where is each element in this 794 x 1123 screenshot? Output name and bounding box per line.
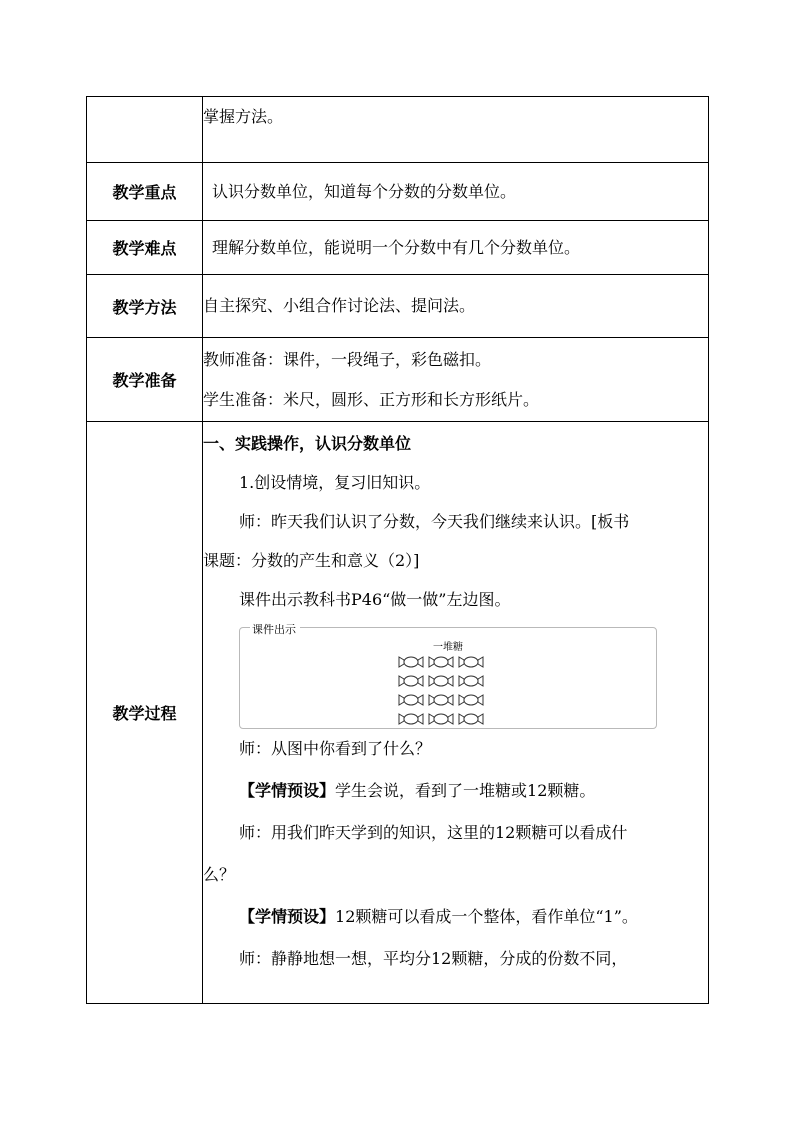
method-tail-text: 掌握方法。 — [203, 107, 284, 126]
candy-icon — [458, 692, 484, 706]
teacher-prep-text: 教师准备：课件，一段绳子，彩色磁扣。 — [203, 349, 492, 369]
candy-icon — [428, 654, 454, 668]
paragraph-3-text: 师：从图中你看到了什么？ — [239, 739, 432, 758]
difficulties-cell — [203, 221, 709, 275]
preparation-cell — [203, 338, 709, 422]
preset-tag: 【学情预设】 — [239, 907, 336, 926]
difficulties-label: 教学难点 — [87, 221, 203, 275]
figure-caption: 一堆糖 — [433, 642, 463, 653]
difficulties-text: 理解分数单位，能说明一个分数中有几个分数单位。 — [212, 237, 581, 257]
methods-label: 教学方法 — [87, 275, 203, 338]
candy-icon — [398, 673, 424, 687]
paragraph-4 — [203, 781, 708, 801]
paragraph-6 — [203, 907, 708, 927]
paragraph-7-text: 师：静静地想一想，平均分12颗糖，分成的份数不同， — [239, 949, 628, 968]
section-heading: 一、实践操作，认识分数单位 — [203, 434, 412, 453]
candy-icon — [398, 654, 424, 668]
methods-text: 自主探究、小组合作讨论法、提问法。 — [203, 296, 476, 315]
candy-icon — [398, 711, 424, 725]
row-preparation — [87, 338, 709, 422]
figure-title: 课件出示 — [250, 621, 300, 637]
candy-icon — [398, 692, 424, 706]
methods-cell — [203, 275, 709, 338]
row-difficulties — [87, 221, 709, 275]
student-prep-text: 学生准备：米尺，圆形、正方形和长方形纸片。 — [203, 389, 540, 409]
row-methods — [87, 275, 709, 338]
paragraph-1-line-2: 课题：分数的产生和意义（2）] — [203, 551, 420, 570]
candy-icon — [458, 673, 484, 687]
paragraph-5-line-1: 师：用我们昨天学到的知识，这里的12颗糖可以看成什 — [239, 823, 628, 842]
candy-icon — [428, 711, 454, 725]
row-method-tail — [87, 97, 709, 163]
key-points-cell — [203, 163, 709, 221]
preset-text: 12颗糖可以看成一个整体，看作单位“1”。 — [335, 907, 638, 926]
key-points-text: 认识分数单位，知道每个分数的分数单位。 — [212, 181, 517, 201]
method-tail-cell — [203, 97, 709, 163]
candy-icon — [428, 673, 454, 687]
candy-icon — [458, 711, 484, 725]
key-points-label: 教学重点 — [87, 163, 203, 221]
step-1-text: 1.创设情境，复习旧知识。 — [239, 473, 431, 492]
preset-tag: 【学情预设】 — [239, 781, 336, 800]
paragraph-2-text: 课件出示教科书P46“做一做”左边图。 — [239, 590, 511, 609]
paragraph-1-line-1: 师：昨天我们认识了分数，今天我们继续来认识。[板书 — [239, 512, 630, 531]
preset-text: 学生会说，看到了一堆糖或12颗糖。 — [335, 781, 596, 800]
process-label: 教学过程 — [87, 422, 203, 1004]
paragraph-5-line-2: 么？ — [203, 865, 236, 884]
candy-icon — [458, 654, 484, 668]
process-cell — [203, 422, 709, 1004]
empty-label-cell — [87, 97, 203, 163]
row-key-points — [87, 163, 709, 221]
courseware-figure — [239, 623, 657, 729]
lesson-plan-table — [86, 96, 709, 1004]
candy-grid — [398, 654, 508, 730]
row-process — [87, 422, 709, 1004]
candy-icon — [428, 692, 454, 706]
preparation-label: 教学准备 — [87, 338, 203, 422]
